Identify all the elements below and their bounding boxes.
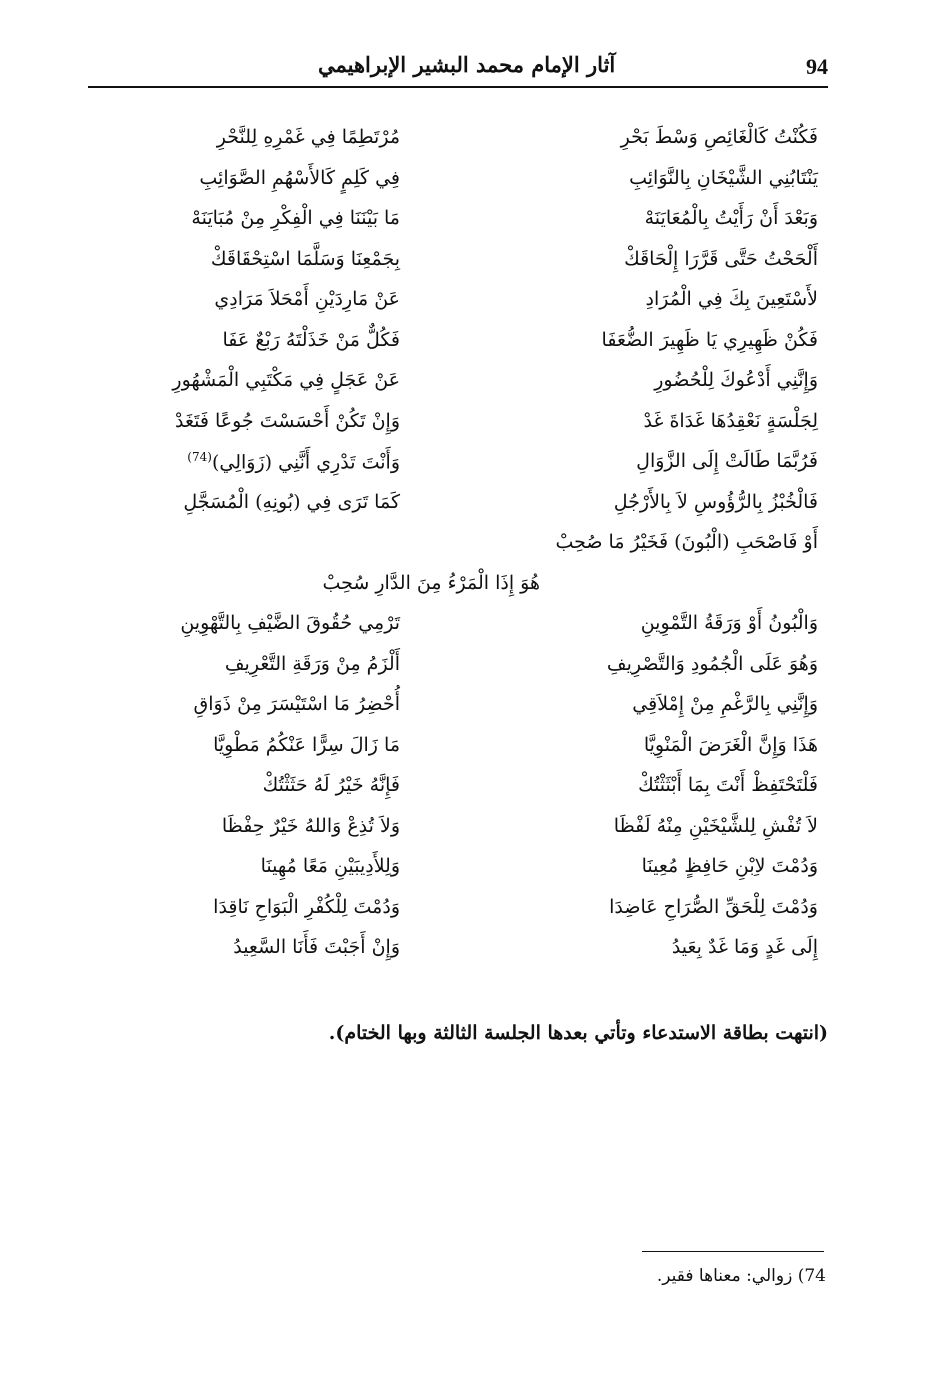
second-hemistich: عَنْ عَجَلٍ فِي مَكْتَبِي الْمَشْهُورِ <box>172 369 400 391</box>
closing-note: (انتهت بطاقة الاستدعاء وتأتي بعدها الجلسة الثالثة وبها الختام). <box>328 1022 828 1044</box>
verse-single <box>100 566 830 607</box>
first-hemistich: وَدُمْتَ لاِبْنِ حَافِظٍ مُعِينَا <box>641 855 818 877</box>
second-hemistich: مَا زَالَ سِرًّا عَنْكُمُ مَطْوِيَّا <box>213 733 400 756</box>
second-hemistich: كَمَا تَرَى فِي (بُونِهِ) الْمُسَجَّلِ <box>183 490 400 513</box>
verse <box>100 728 830 769</box>
first-hemistich: وَإِنَّنِي بِالرَّغْمِ مِنْ إِمْلاَقِي <box>632 693 818 715</box>
footnote-number: 74) <box>797 1266 826 1286</box>
poem <box>100 120 830 971</box>
second-hemistich: وَإِنْ أَجَبْتَ فَأَنَا السَّعِيدُ <box>233 936 400 958</box>
verse <box>100 404 830 445</box>
second-hemistich: عَنْ مَارِدَيْنِ أَمْحَلاَ مَرَادِي <box>214 288 400 310</box>
first-hemistich: فَالْخُبْزُ بِالرُّؤُوسِ لاَ بِالأَرْجُلِ <box>613 490 818 513</box>
first-hemistich: أَلْحَحْتُ حَتَّى قَرَّرَا إِلْحَاقَكْ <box>624 247 818 270</box>
first-hemistich: فَرُبَّمَا طَالَتْ إِلَى الزَّوَالِ <box>636 450 818 472</box>
second-hemistich: وَلِلأَدِيبَيْنِ مَعًا مُهِينَا <box>260 855 400 877</box>
footnote-text: زوالي: معناها فقير. <box>656 1266 793 1286</box>
second-hemistich: مَا بَيْنَنَا فِي الْفِكْرِ مِنْ مُبَايَنَهْ <box>191 207 400 229</box>
first-hemistich: هَذَا وَإِنَّ الْغَرَضَ الْمَنْوِيَّا <box>643 733 818 756</box>
second-hemistich: تَرْمِي حُقُوقَ الضَّيْفِ بِالتَّهْوِينِ <box>180 612 400 634</box>
verse <box>100 687 830 728</box>
verse <box>100 768 830 809</box>
second-hemistich: مُرْتَطِمًا فِي غَمْرِهِ لِلنَّحْرِ <box>216 126 400 148</box>
verse-single <box>100 525 830 566</box>
footnote-ref: (74) <box>187 450 212 464</box>
verse <box>100 606 830 647</box>
second-hemistich: أُحْضِرُ مَا اسْتَيْسَرَ مِنْ ذَوَاقِ <box>193 693 400 715</box>
verse <box>100 930 830 971</box>
first-hemistich: وَالْبُونُ أَوْ وَرَقَةُ التَّمْوِينِ <box>640 612 818 634</box>
first-hemistich: فَكُنْ ظَهِيرِي يَا ظَهِيرَ الضُّعَفَا <box>601 328 818 351</box>
running-title: آثار الإمام محمد البشير الإبراهيمي <box>318 52 616 77</box>
verse <box>100 444 830 485</box>
verse <box>100 363 830 404</box>
first-hemistich: لِجَلْسَةٍ نَعْقِدُهَا غَدَاةَ غَدْ <box>643 409 818 432</box>
verse <box>100 485 830 526</box>
first-hemistich: وَإِنَّنِي أَدْعُوكَ لِلْحُضُورِ <box>654 369 818 391</box>
second-hemistich: أَلْزَمُ مِنْ وَرَقَةِ التَّعْرِيفِ <box>224 652 400 675</box>
second-hemistich-text: وَأَنْتَ تَدْرِي أَنَّنِي (زَوَالِي) <box>211 451 400 474</box>
verse <box>100 120 830 161</box>
first-hemistich: وَبَعْدَ أَنْ رَأَيْتُ بِالْمُعَايَنَهْ <box>644 207 818 229</box>
second-hemistich: بِجَمْعِنَا وَسَلَّمَا اسْتِحْقَاقَكْ <box>210 247 400 270</box>
verse <box>100 809 830 850</box>
page-number: 94 <box>806 54 828 79</box>
second-hemistich: فَإِنَّهُ خَيْرُ لَهُ حَثَثْتُكْ <box>262 774 400 796</box>
first-hemistich: وَهُوَ عَلَى الْجُمُودِ وَالتَّصْرِيفِ <box>606 652 818 675</box>
verse <box>100 849 830 890</box>
second-hemistich: فِي كَلِمٍ كَالأَسْهُمِ الصَّوَائِبِ <box>199 166 400 189</box>
second-hemistich: فَكُلٌّ مَنْ خَذَلْتَهُ رَبْعٌ عَفَا <box>222 328 400 351</box>
second-hemistich <box>187 450 400 473</box>
first-hemistich: فَلْتَحْتَفِظْ أَنْتَ بِمَا أَبْثَثْتُكْ <box>638 774 818 796</box>
second-hemistich: وَلاَ تُذِعْ وَاللهُ خَيْرٌ حِفْظَا <box>221 814 400 837</box>
verse <box>100 242 830 283</box>
second-hemistich: وَدُمْتَ لِلْكُفْرِ الْبَوَاحِ نَاقِدَا <box>213 895 400 918</box>
verse <box>100 161 830 202</box>
verse <box>100 647 830 688</box>
verse <box>100 201 830 242</box>
first-hemistich: لاَ تُفْشِ لِلشَّيْخَيْنِ مِنْهُ لَفْظَا <box>613 814 818 837</box>
second-hemistich: وَإِنْ تَكُنْ أَحْسَسْتَ جُوعًا فَتَغَدْ <box>174 409 400 432</box>
first-hemistich: لأَسْتَعِينَ بِكَ فِي الْمُرَادِ <box>645 288 818 310</box>
first-hemistich: وَدُمْتَ لِلْحَقِّ الصُّرَاحِ عَاضِدَا <box>609 895 818 918</box>
first-hemistich: يَنْتَابُنِي الشَّيْخَانِ بِالنَّوَائِبِ <box>629 166 818 189</box>
verse <box>100 282 830 323</box>
first-hemistich: إِلَى غَدٍ وَمَا غَدٌ بِعَيدُ <box>671 936 818 958</box>
single-line: هُوَ إِذَا الْمَرْءُ مِنَ الدَّارِ سُحِبْ <box>322 571 540 594</box>
footnote <box>657 1266 826 1286</box>
verse <box>100 323 830 364</box>
single-line: أَوْ فَاصْحَبِ (الْبُونَ) فَخَيْرُ مَا صُحِبْ <box>555 531 818 553</box>
verse <box>100 890 830 931</box>
footnote-divider <box>642 1251 824 1252</box>
page-header <box>88 40 828 88</box>
first-hemistich: فَكُنْتُ كَالْغَائِصِ وَسْطَ بَحْرِ <box>620 126 818 148</box>
